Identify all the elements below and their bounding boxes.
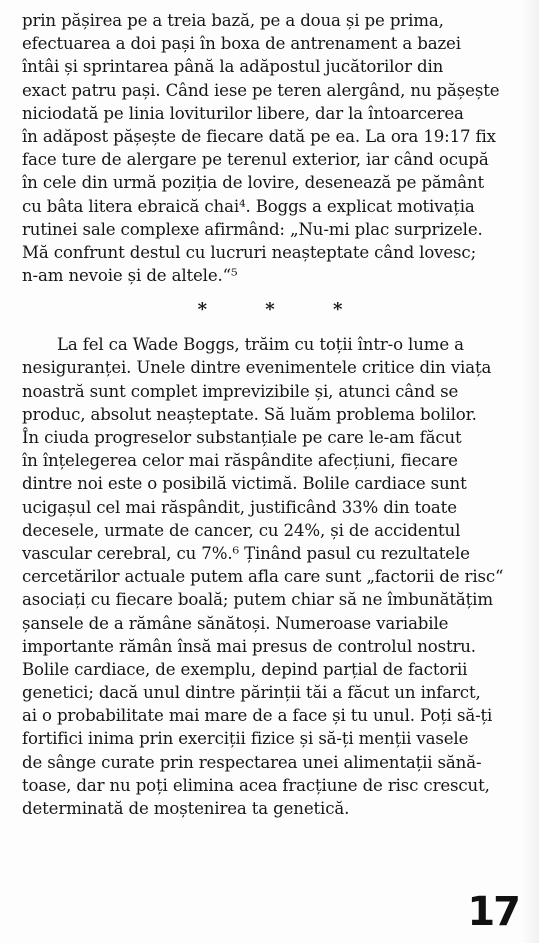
text-line: exact patru pași. Când iese pe teren alergând, nu pășește — [22, 80, 500, 100]
text-line: În ciuda progreselor substanțiale pe care le-am făcut — [22, 428, 462, 447]
text-line: ucigașul cel mai răspândit, justificând 33% din toate — [22, 497, 457, 517]
text-line: vascular cerebral, cu 7%.⁶ Ținând pasul cu rezultatele — [22, 543, 470, 563]
text-line: ai o probabilitate mai mare de a face și tu unul. Poți să-ți — [22, 706, 493, 726]
facing-page-edge — [519, 0, 539, 943]
text-line: rutinei sale complexe afirmând: „Nu-mi plac surprizele. — [22, 219, 483, 239]
text-line: face ture de alergare pe terenul exterior, iar când ocupă — [22, 150, 489, 170]
text-line: în cele din urmă poziția de lovire, desenează pe pământ — [22, 173, 485, 193]
text-line: nesiguranței. Unele dintre evenimentele critice din viața — [22, 358, 492, 378]
text-line: determinată de moștenirea ta genetică. — [22, 799, 350, 818]
text-line: decesele, urmate de cancer, cu 24%, și de accidentul — [22, 520, 461, 540]
text-line: prin pășirea pe a treia bază, pe a doua și pe prima, — [22, 11, 444, 30]
text-line: cu bâta litera ebraică chai⁴. Boggs a explicat motivația — [22, 196, 475, 216]
text-line: întâi și sprintarea până la adăpostul jucătorilor din — [22, 57, 444, 77]
text-line: șansele de a rămâne sănătoși. Numeroase variabile — [22, 613, 449, 633]
text-line: La fel ca Wade Boggs, trăim cu toții într-o lume a — [57, 335, 464, 355]
text-line: importante rămân însă mai presus de controlul nostru. — [22, 636, 476, 656]
text-line: noastră sunt complet imprevizibile și, atunci când se — [22, 381, 459, 401]
text-line: toase, dar nu poți elimina acea fracțiune de risc crescut, — [22, 775, 490, 795]
text-line: de sânge curate prin respectarea unei alimentații sănă- — [22, 752, 482, 772]
text-line: niciodată pe linia loviturilor libere, dar la întoarcerea — [22, 103, 464, 123]
paragraph-2 — [22, 333, 518, 820]
body-text — [22, 9, 518, 820]
text-line: Bolile cardiace, de exemplu, depind parțial de factorii — [22, 659, 468, 679]
section-separator: * * * — [197, 299, 369, 321]
text-line: produc, absolut neașteptate. Să luăm problema bolilor. — [22, 404, 477, 424]
text-line: asociați cu fiecare boală; putem chiar să ne îmbunătățim — [22, 590, 493, 610]
text-line: cercetărilor actuale putem afla care sunt „factorii de risc“ — [22, 567, 504, 587]
text-line: n-am nevoie și de altele.“⁵ — [22, 266, 238, 286]
text-line: Mă confrunt destul cu lucruri neașteptate când lovesc; — [22, 242, 477, 262]
text-line: genetici; dacă unul dintre părinții tăi a făcut un infarct, — [22, 683, 481, 703]
paragraph-1 — [22, 9, 518, 287]
text-line: în adăpost pășește de fiecare dată pe ea. La ora 19:17 fix — [22, 126, 496, 146]
text-line: dintre noi este o posibilă victimă. Bolile cardiace sunt — [22, 474, 467, 494]
text-line: fortifici inima prin exerciții fizice și să-ți menții vasele — [22, 729, 469, 749]
text-line: în înțelegerea celor mai răspândite afecțiuni, fiecare — [22, 451, 458, 471]
page-number: 17 — [467, 889, 519, 935]
text-line: efectuarea a doi pași în boxa de antrenament a bazei — [22, 34, 461, 54]
